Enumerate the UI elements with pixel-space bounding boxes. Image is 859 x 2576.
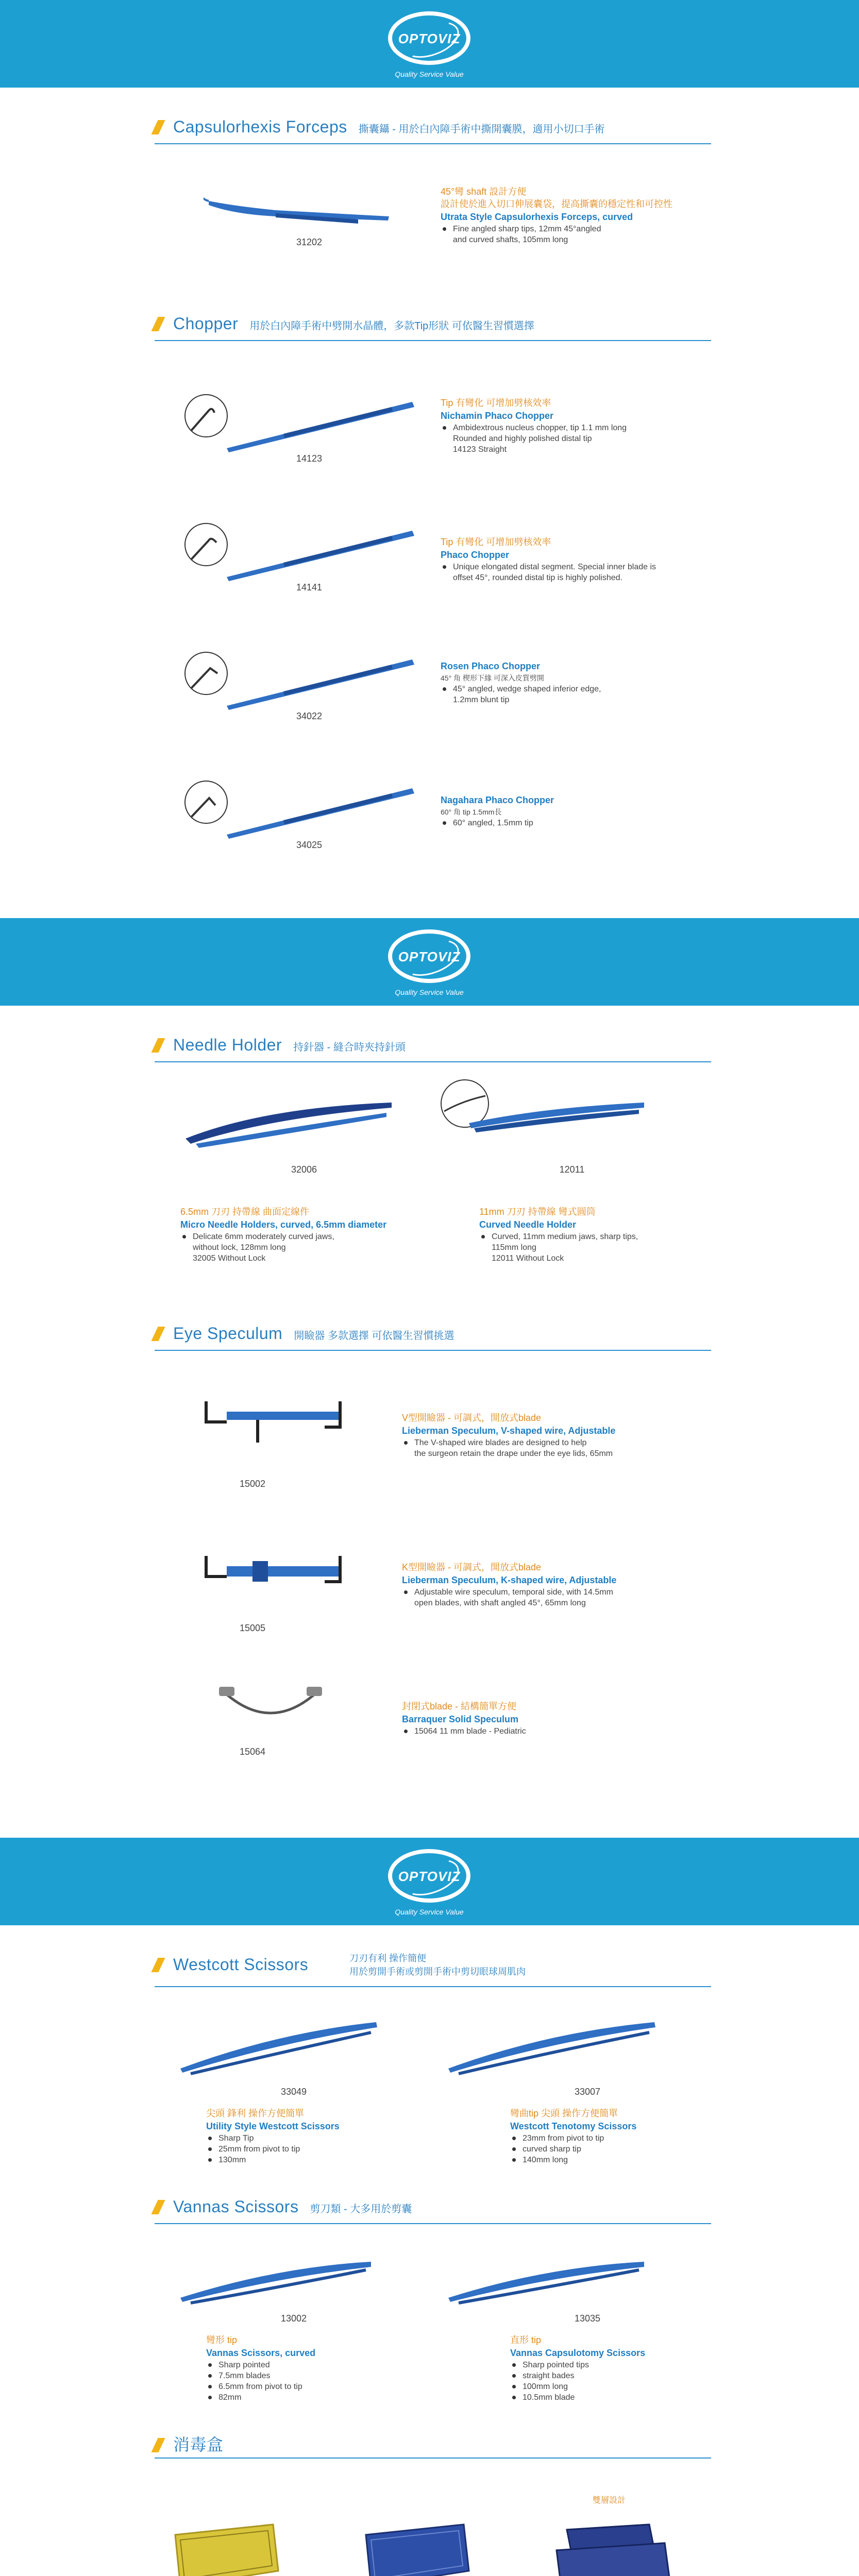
speculum-info: 封閉式blade - 結構簡單方便 Barraquer Solid Speculum 15064 11 mm blade - Pediatric bbox=[402, 1700, 701, 1737]
section-rule bbox=[155, 2223, 711, 2224]
capsulorhexis-forceps-image bbox=[204, 180, 394, 237]
section-rule bbox=[155, 2458, 711, 2459]
capsulorhexis-heading: Capsulorhexis Forceps 撕囊鑷 - 用於白內障手術中撕開囊膜，適用小切口手術 bbox=[155, 117, 605, 137]
needle-holder-heading: Needle Holder 持針器 - 縫合時夾持針頭 bbox=[155, 1036, 406, 1055]
westcott-info: 尖頭 鋒利 操作方便簡單 Utility Style Westcott Scissors Sharp Tip 25mm from pivot to tip 130mm bbox=[206, 2107, 423, 2165]
product-code: 13002 bbox=[280, 2313, 307, 2324]
needle-holder-image bbox=[180, 1092, 397, 1154]
top-banner bbox=[0, 0, 859, 88]
trays-heading: 消毒盒 bbox=[155, 2432, 224, 2455]
product-code: 14141 bbox=[296, 582, 323, 592]
brand-logo: OPTOVIZ bbox=[388, 929, 470, 983]
chopper-info: Rosen Phaco Chopper 45° 角 楔形下緣 可深入皮質劈開 45° angled, wedge shaped inferior edge, 1.2mm blunt tip bbox=[441, 659, 709, 705]
chopper-image bbox=[206, 778, 423, 840]
vannas-heading: Vannas Scissors 剪刀類 - 大多用於剪囊 bbox=[155, 2197, 412, 2216]
westcott-info: 彎曲tip 尖頭 操作方便簡單 Westcott Tenotomy Scissors 23mm from pivot to tip curved sharp tip 140mm long bbox=[510, 2107, 706, 2165]
section-rule bbox=[155, 1061, 711, 1062]
westcott-scissors-image bbox=[175, 2012, 381, 2079]
product-code: 14123 bbox=[296, 453, 323, 464]
chopper-heading: Chopper 用於白內障手術中劈開水晶體，多款Tip形狀 可依醫生習慣選擇 bbox=[155, 314, 534, 333]
speculum-info: V型開瞼器 - 可調式，開放式blade Lieberman Speculum, V-shaped wire, Adjustable The V-shaped wire blades are designed to help the surgeon retain the drape under the eye lids, 65mm bbox=[402, 1412, 701, 1459]
needle-holder-info: 6.5mm 刀刃 持帶線 曲面定線件 Micro Needle Holders, curved, 6.5mm diameter Delicate 6mm moderately curved jaws, without lock, 128mm long 32005 Without Lock bbox=[180, 1206, 428, 1264]
product-code: 31202 bbox=[296, 237, 323, 247]
speculum-image bbox=[211, 1680, 330, 1736]
section-rule bbox=[155, 1986, 711, 1987]
double-layer-tray-image bbox=[546, 2509, 680, 2576]
product-code: 34025 bbox=[296, 840, 323, 850]
needle-holder-image bbox=[464, 1087, 649, 1139]
product-code: 15064 bbox=[239, 1747, 266, 1757]
product-code: 34022 bbox=[296, 711, 323, 721]
speculum-info: K型開瞼器 - 可調式，開放式blade Lieberman Speculum, K-shaped wire, Adjustable Adjustable wire speculum, temporal side, with 14.5mm open blades, with shaft angled 45°, 65mm long bbox=[402, 1561, 701, 1608]
chopper-image bbox=[206, 649, 423, 711]
eye-speculum-heading: Eye Speculum 開瞼器 多款選擇 可依醫生習慣挑選 bbox=[155, 1324, 454, 1343]
brand-logo: OPTOVIZ bbox=[388, 11, 470, 65]
product-code: 15005 bbox=[239, 1623, 266, 1633]
chopper-info: Tip 有彎化 可增加劈核效率 Nichamin Phaco Chopper Ambidextrous nucleus chopper, tip 1.1 mm long Rounded and highly polished distal tip 14123 Straight bbox=[441, 397, 709, 455]
capsulorhexis-info: 45°彎 shaft 設計方便 設計使於進入切口伸展囊袋，提高撕囊的穩定性和可控性 Utrata Style Capsulorhexis Forceps, curved Fine angled sharp tips, 12mm 45°angled and curved shafts, 105mm long bbox=[441, 185, 709, 245]
product-code: 33007 bbox=[574, 2087, 601, 2097]
vannas-scissors-image bbox=[175, 2251, 376, 2308]
chopper-image bbox=[206, 520, 423, 582]
chopper-image bbox=[206, 392, 423, 453]
sterilizing-tray-image bbox=[350, 2514, 474, 2576]
product-code: 32006 bbox=[291, 1164, 317, 1175]
chopper-info: Tip 有彎化 可增加劈核效率 Phaco Chopper Unique elongated distal segment. Special inner blade is offset 45°, rounded distal tip is highly polished. bbox=[441, 536, 709, 583]
chopper-info: Nagahara Phaco Chopper 60° 角 tip 1.5mm長 60° angled, 1.5mm tip bbox=[441, 793, 709, 828]
vannas-info: 彎形 tip Vannas Scissors, curved Sharp pointed 7.5mm blades 6.5mm from pivot to tip 82mm bbox=[206, 2334, 412, 2403]
section-rule bbox=[155, 1350, 711, 1351]
westcott-heading: Westcott Scissors 刀刃有利 操作簡便 用於剪開手術或剪開手術中剪切眼球周肌肉 bbox=[155, 1955, 308, 1974]
heading-slash-icon bbox=[151, 120, 165, 134]
speculum-image bbox=[196, 1540, 366, 1602]
vannas-info: 直形 tip Vannas Capsulotomy Scissors Sharp pointed tips straight bades 100mm long 10.5mm blade bbox=[510, 2334, 706, 2403]
section-banner: OPTOVIZ Quality Service Value bbox=[0, 1838, 859, 1925]
section-rule bbox=[155, 143, 711, 144]
product-code: 33049 bbox=[280, 2087, 307, 2097]
vannas-scissors-image bbox=[443, 2251, 649, 2308]
section-banner: OPTOVIZ Quality Service Value bbox=[0, 918, 859, 1006]
tray-double-note: 雙層設計 bbox=[593, 2496, 626, 2505]
westcott-scissors-image bbox=[443, 2012, 660, 2079]
product-code: 13035 bbox=[574, 2313, 601, 2324]
section-rule bbox=[155, 340, 711, 341]
brand-logo: OPTOVIZ bbox=[388, 1849, 470, 1903]
needle-holder-info: 11mm 刀刃 持帶線 彎式圓筒 Curved Needle Holder Curved, 11mm medium jaws, sharp tips, 115mm long 12011 Without Lock bbox=[479, 1206, 716, 1264]
brand-tagline: Quality Service Value bbox=[395, 70, 464, 78]
speculum-image bbox=[196, 1391, 366, 1453]
product-code: 15002 bbox=[239, 1479, 266, 1489]
sterilizing-tray-image bbox=[160, 2514, 283, 2576]
product-code: 12011 bbox=[559, 1164, 585, 1175]
